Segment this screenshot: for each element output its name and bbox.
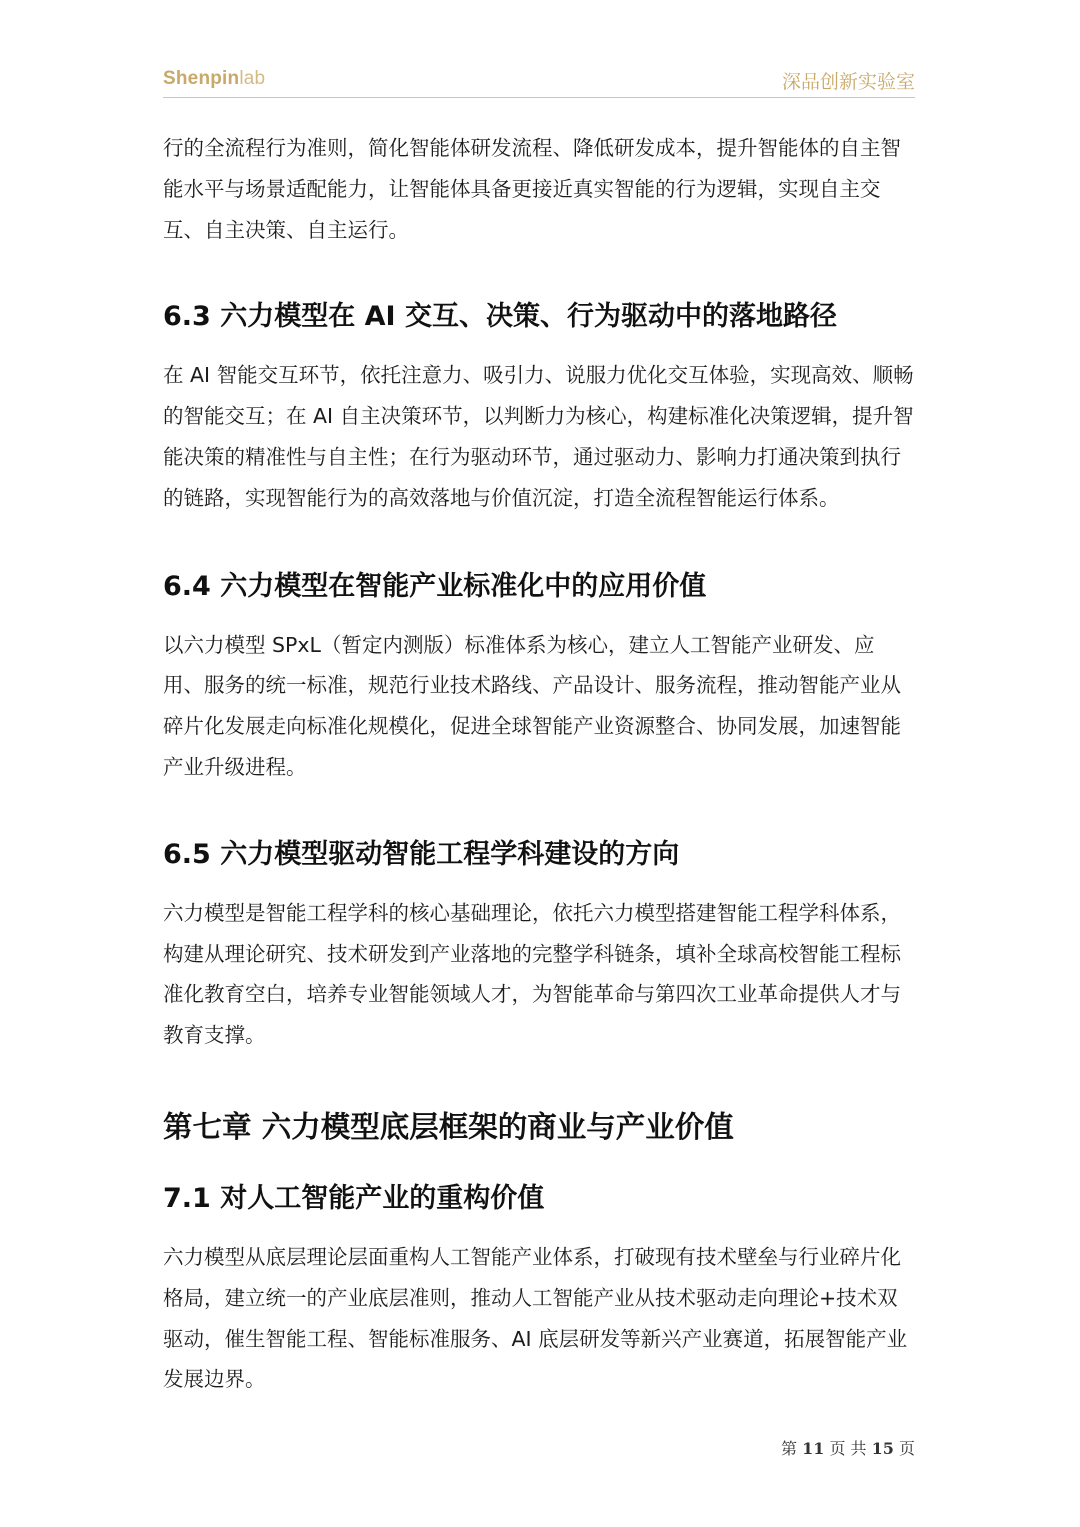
page-number-current: 11 xyxy=(802,1439,825,1458)
paragraph-intro: 行的全流程行为准则，简化智能体研发流程、降低研发成本，提升智能体的自主智能水平与场景适配能力，让智能体具备更接近真实智能的行为逻辑，实现自主交互、自主决策、自主运行。 xyxy=(163,136,901,242)
section-heading-7-1: 7.1 对人工智能产业的重构价值 xyxy=(163,1182,545,1214)
page-number-suffix: 页 xyxy=(898,1439,915,1458)
page-number xyxy=(781,1436,915,1459)
section-heading-6-5: 6.5 六力模型驱动智能工程学科建设的方向 xyxy=(163,838,680,870)
section-heading-6-4: 6.4 六力模型在智能产业标准化中的应用价值 xyxy=(163,570,707,602)
page-header xyxy=(163,64,915,98)
logo-text-light: lab xyxy=(239,68,266,89)
document-body xyxy=(163,128,915,1400)
logo-text-bold: Shenpin xyxy=(163,68,240,89)
paragraph-6-3: 在 AI 智能交互环节，依托注意力、吸引力、说服力优化交互体验，实现高效、顺畅的智能交互；在 AI 自主决策环节，以判断力为核心，构建标准化决策逻辑，提升智能决策的精准性与自主性；在行为驱动环节，通过驱动力、影响力打通决策到执行的链路，实现智能行为的高效落地与价值沉淀，打造全流程智能运行体系。 xyxy=(163,363,914,510)
header-brand-name: 深品创新实验室 xyxy=(781,71,915,93)
paragraph-6-5: 六力模型是智能工程学科的核心基础理论，依托六力模型搭建智能工程学科体系，构建从理论研究、技术研发到产业落地的完整学科链条，填补全球高校智能工程标准化教育空白，培养专业智能领域人才，为智能革命与第四次工业革命提供人才与教育支撑。 xyxy=(163,900,901,1048)
section-heading-6-3: 6.3 六力模型在 AI 交互、决策、行为驱动中的落地路径 xyxy=(163,301,837,333)
page-number-middle: 页 共 xyxy=(829,1439,867,1458)
chapter-heading-7: 第七章 六力模型底层框架的商业与产业价值 xyxy=(163,1109,734,1144)
paragraph-7-1: 六力模型从底层理论层面重构人工智能产业体系，打破现有技术壁垒与行业碎片化格局，建立统一的产业底层准则，推动人工智能产业从技术驱动走向理论+技术双驱动，催生智能工程、智能标准服务、AI 底层研发等新兴产业赛道，拓展智能产业发展边界。 xyxy=(163,1244,908,1392)
page-number-prefix: 第 xyxy=(780,1439,797,1458)
shenpinlab-logo xyxy=(163,68,265,90)
page-number-total: 15 xyxy=(871,1439,894,1458)
paragraph-6-4: 以六力模型 SPxL（暂定内测版）标准体系为核心，建立人工智能产业研发、应用、服务的统一标准，规范行业技术路线、产品设计、服务流程，推动智能产业从碎片化发展走向标准化规模化，促进全球智能产业资源整合、协同发展，加速智能产业升级进程。 xyxy=(163,632,901,779)
header-divider xyxy=(163,97,915,98)
